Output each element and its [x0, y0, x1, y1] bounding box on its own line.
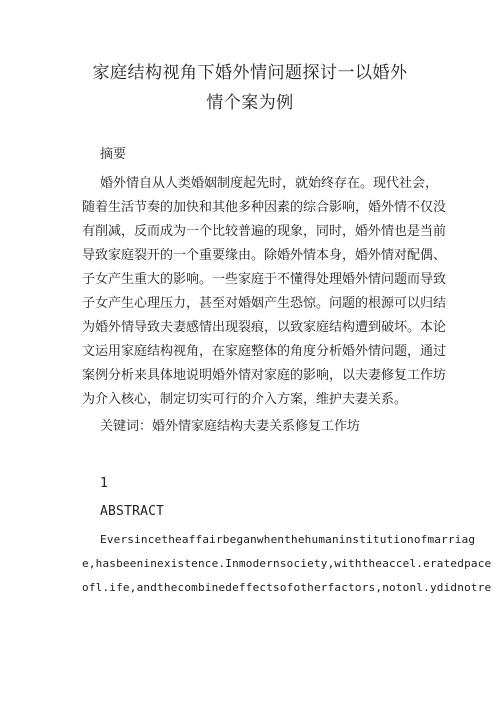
abstract-line: 婚外情自从人类婚姻制度起先时，就始终存在。现代社会， [100, 176, 439, 191]
abstract-line: 随着生活节奏的加快和其他多种因素的综合影响，婚外情不仅没 [82, 200, 447, 215]
english-abstract-heading: ABSTRACT [100, 504, 165, 519]
abstract-line: 子女产生重大的影响。一些家庭于不懂得处理婚外情问题而导致 [82, 272, 447, 287]
english-abstract-line: ofl.ife,andthecombinedeffectsofotherfactors,notonl.ydidnotre [82, 581, 492, 594]
abstract-line: 为婚外情导致夫妻感情出现裂痕，以致家庭结构遭到破坏。本论 [82, 320, 447, 335]
abstract-line: 有削减，反而成为一个比较普遍的现象，同时，婚外情也是当前 [82, 224, 447, 239]
abstract-line: 子女产生心理压力，甚至对婚姻产生恐惊。问题的根源可以归结 [82, 296, 447, 311]
english-abstract-line: Eversincetheaffairbeganwhenthehumaninstitutionofmarriag [100, 533, 476, 546]
english-abstract-line: e,hasbeeninexistence.Inmodernsociety,withtheaccel.eratedpace [82, 557, 492, 570]
document-title-line-2: 情个案为例 [206, 93, 294, 113]
keywords-line: 关键词：婚外情家庭结构夫妻关系修复工作坊 [100, 419, 361, 434]
abstract-line: 案例分析来具体地说明婚外情对家庭的影响，以夫妻修复工作坊 [82, 368, 447, 383]
abstract-heading: 摘要 [100, 147, 127, 162]
abstract-line: 为介入核心，制定切实可行的介入方案，维护夫妻关系。 [82, 392, 408, 407]
page-number: 1 [100, 476, 109, 491]
document-title-line-1: 家庭结构视角下婚外情问题探讨一以婚外 [92, 63, 408, 83]
abstract-line: 文运用家庭结构视角，在家庭整体的角度分析婚外情问题，通过 [82, 344, 447, 359]
abstract-line: 导致家庭裂开的一个重要缘由。除婚外情本身，婚外情对配偶、 [82, 248, 447, 263]
